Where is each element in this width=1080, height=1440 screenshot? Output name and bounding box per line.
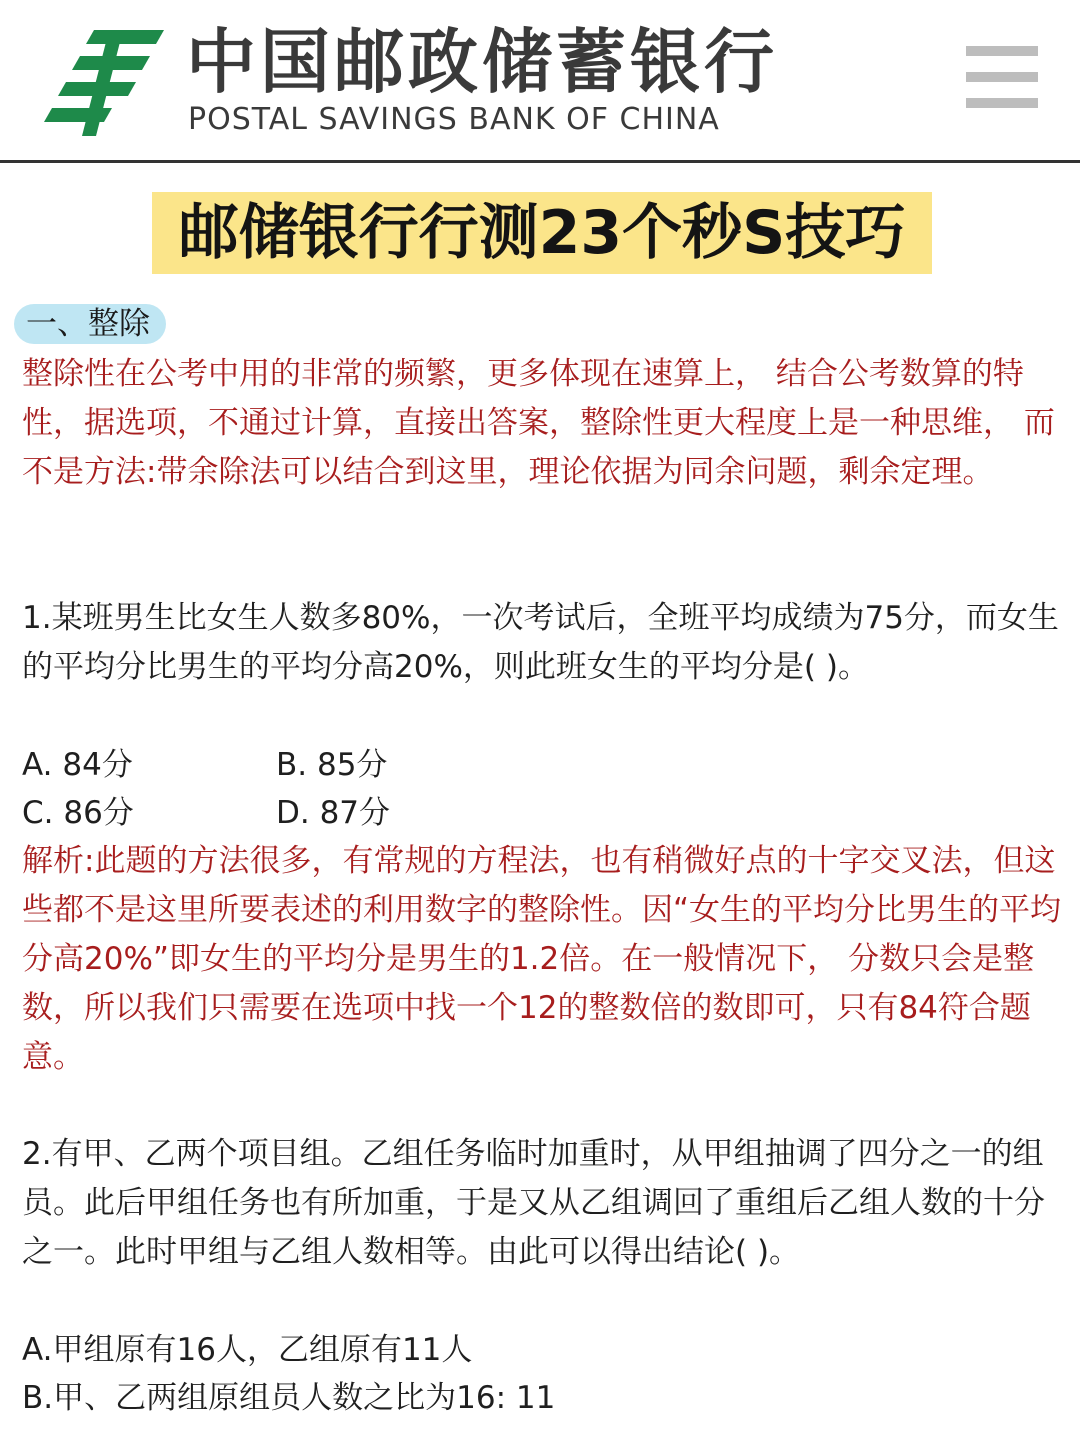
q1-option-b: B. 85分 (276, 747, 388, 783)
postal-logo-icon (36, 22, 166, 140)
q2-option-b: B.甲、乙两组原组员人数之比为16: 11 (22, 1380, 556, 1416)
q1-option-c: C. 86分 (22, 795, 134, 831)
menu-bar (966, 72, 1038, 82)
bank-name-english: POSTAL SAVINGS BANK OF CHINA (188, 102, 720, 137)
q2-option-a: A.甲组原有16人，乙组原有11人 (22, 1332, 473, 1368)
page-title: 邮储银行行测23个秒S技巧 (178, 198, 906, 268)
question-1-stem: 1.某班男生比女生人数多80%，一次考试后，全班平均成绩为75分，而女生的平均分比男生的平均分高20%，则此班女生的平均分是( )。 (22, 600, 1059, 685)
hamburger-menu-icon[interactable] (966, 46, 1038, 108)
section-heading: 一、整除 (14, 304, 166, 344)
q1-option-d: D. 87分 (276, 795, 391, 831)
question-2-stem: 2.有甲、乙两个项目组。乙组任务临时加重时，从甲组抽调了四分之一的组员。此后甲组任务也有所加重，于是又从乙组调回了重组后乙组人数的十分之一。此时甲组与乙组人数相等。由此可以得出结论( )。 (22, 1136, 1045, 1270)
menu-bar (966, 46, 1038, 56)
q1-analysis: 解析:此题的方法很多，有常规的方程法，也有稍微好点的十字交叉法，但这些都不是这里所要表述的利用数字的整除性。因“女生的平均分比男生的平均分高20%”即女生的平均分是男生的1.2倍。在一般情况下， 分数只会是整数，所以我们只需要在选项中找一个12的整数倍的数即可，只有84符合题意。 (22, 843, 1062, 1075)
header-divider (0, 160, 1080, 163)
section-intro: 整除性在公考中用的非常的频繁，更多体现在速算上， 结合公考数算的特性，据选项，不通过计算，直接出答案，整除性更大程度上是一种思维， 而不是方法:带余除法可以结合到这里，理论依据为同余问题，剩余定理。 (22, 356, 1055, 490)
q1-option-a: A. 84分 (22, 747, 133, 783)
bank-name-chinese: 中国邮政储蓄银行 (186, 21, 778, 103)
menu-bar (966, 98, 1038, 108)
page-header (0, 0, 1080, 162)
